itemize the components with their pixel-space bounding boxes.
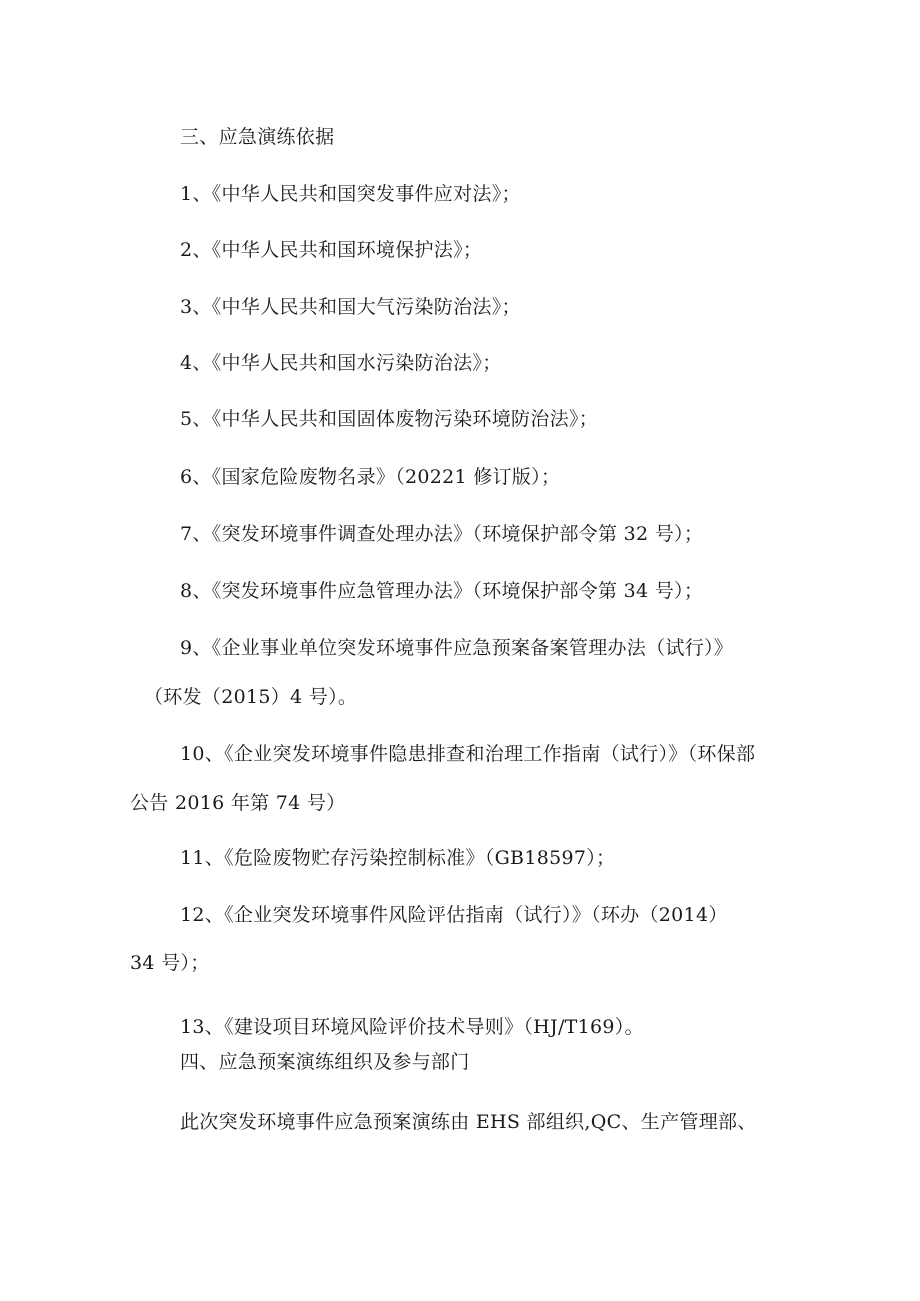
list-item-4: 4、《中华人民共和国水污染防治法》； [180, 352, 502, 374]
list-item-13: 13、《建设项目环境风险评价技术导则》（HJ/T169）。 [180, 1016, 644, 1038]
list-item-1: 1、《中华人民共和国突发事件应对法》； [180, 183, 521, 205]
list-item-12-continuation: 34 号）； [130, 952, 210, 974]
list-item-7: 7、《突发环境事件调查处理办法》（环境保护部令第 32 号）； [180, 523, 704, 545]
list-item-2: 2、《中华人民共和国环境保护法》； [180, 239, 483, 261]
section-4-body: 此次突发环境事件应急预案演练由 EHS 部组织,QC、生产管理部、 [180, 1111, 757, 1133]
list-item-9: 9、《企业事业单位突发环境事件应急预案备案管理办法（试行）》 [180, 637, 734, 659]
list-item-11: 11、《危险废物贮存污染控制标准》（GB18597）； [180, 847, 616, 869]
list-item-8: 8、《突发环境事件应急管理办法》（环境保护部令第 34 号）； [180, 580, 704, 602]
list-item-6: 6、《国家危险废物名录》（20221 修订版）； [180, 466, 561, 488]
section-4-heading: 四、应急预案演练组织及参与部门 [180, 1051, 470, 1073]
list-item-10: 10、《企业突发环境事件隐患排查和治理工作指南（试行）》（环保部 [180, 743, 756, 765]
list-item-10-continuation: 公告 2016 年第 74 号） [130, 792, 346, 814]
list-item-9-continuation: （环发（2015）4 号）。 [144, 686, 358, 708]
list-item-5: 5、《中华人民共和国固体废物污染环境防治法》； [180, 408, 598, 430]
list-item-3: 3、《中华人民共和国大气污染防治法》； [180, 296, 521, 318]
list-item-12: 12、《企业突发环境事件风险评估指南（试行）》（环办（2014） [180, 904, 728, 926]
section-3-heading: 三、应急演练依据 [180, 126, 335, 148]
